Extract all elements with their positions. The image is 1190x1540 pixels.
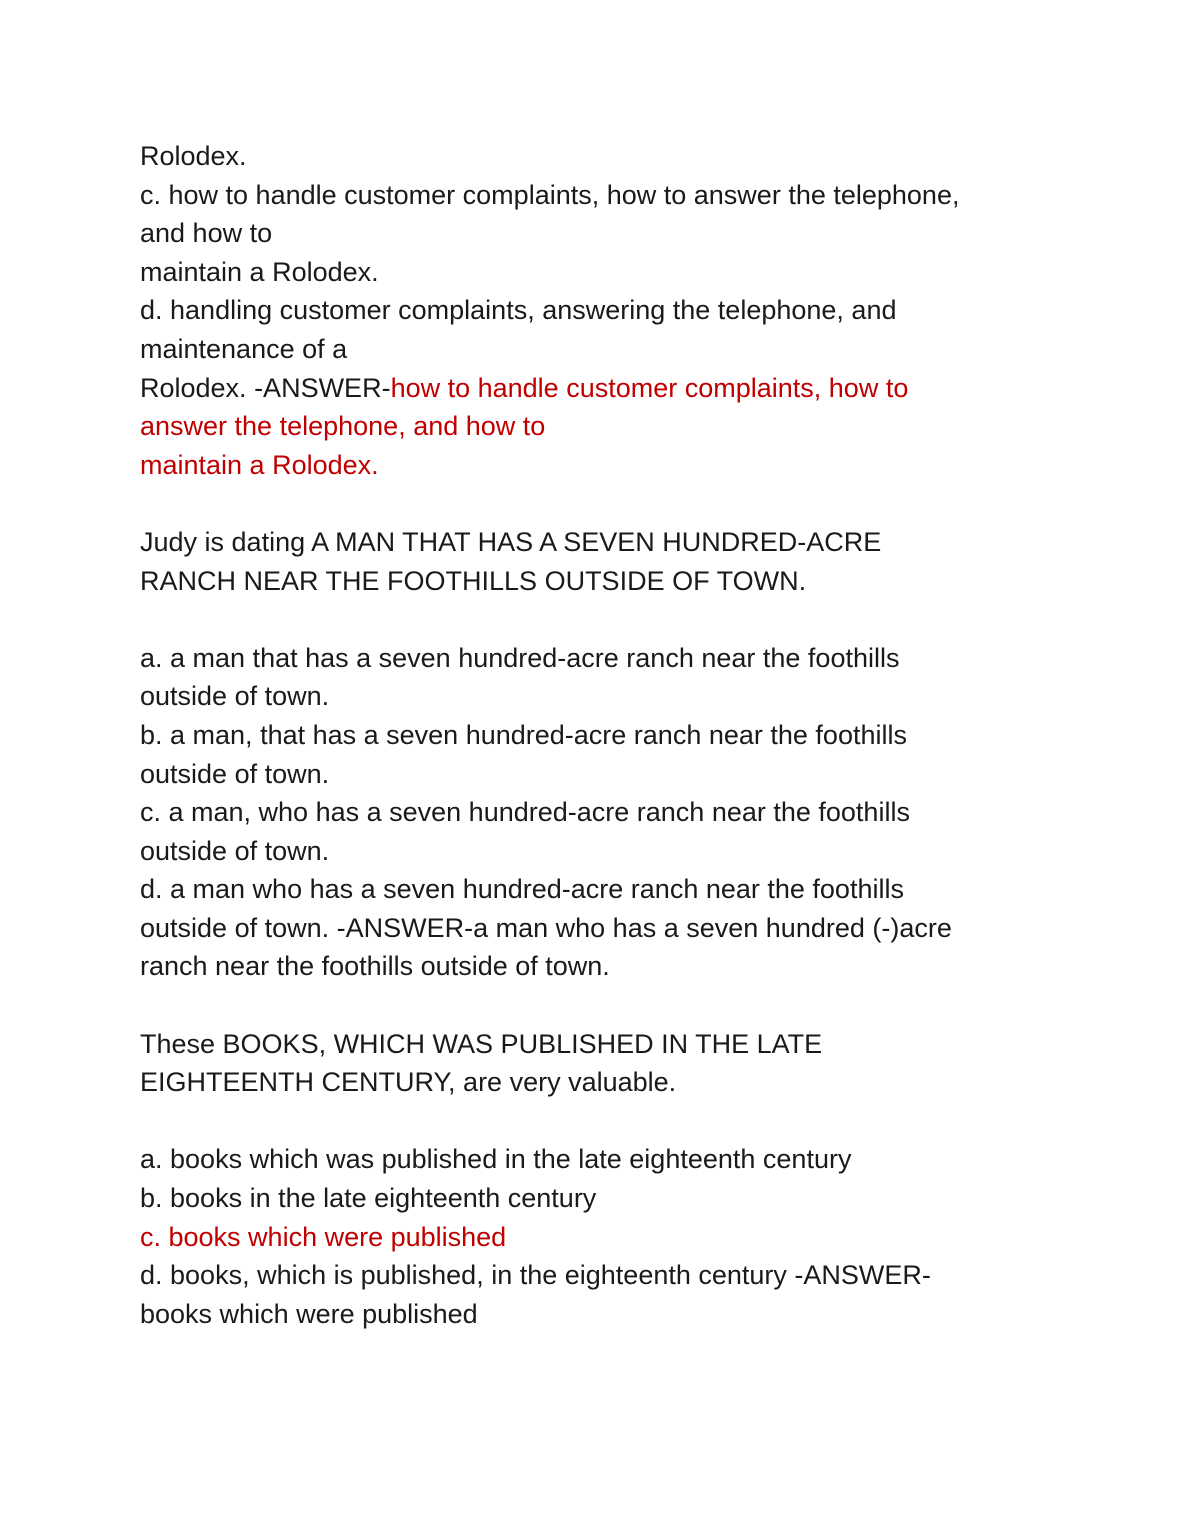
answer-text: how to handle customer complaints, how to (390, 372, 909, 403)
question-stem: These BOOKS, WHICH WAS PUBLISHED IN THE LATE (140, 1028, 823, 1059)
answer-line: books which were published (140, 1298, 478, 1329)
paragraph-gap (140, 484, 1040, 523)
paragraph-gap (140, 1102, 1040, 1141)
question-block-books (140, 1025, 1040, 1334)
option-a-line: outside of town. (140, 681, 330, 712)
option-b-line: b. a man, that has a seven hundred-acre ranch near the foothills (140, 719, 907, 750)
option-d-line: maintenance of a (140, 333, 348, 364)
answer-prefix: Rolodex. -ANSWER- (140, 372, 391, 403)
question-block-judy (140, 523, 1040, 986)
question-stem: Judy is dating A MAN THAT HAS A SEVEN HUNDRED-ACRE (140, 526, 882, 557)
question-stem: EIGHTEENTH CENTURY, are very valuable. (140, 1067, 677, 1098)
option-a-line: a. books which was published in the late eighteenth century (140, 1144, 852, 1175)
option-d-line: d. handling customer complaints, answering the telephone, and (140, 295, 897, 326)
document-page (140, 137, 1040, 1333)
option-d-line: d. a man who has a seven hundred-acre ranch near the foothills (140, 874, 904, 905)
option-c-line-highlighted: c. books which were published (140, 1221, 507, 1252)
option-b-line: b. books in the late eighteenth century (140, 1183, 597, 1214)
answer-line (140, 369, 1040, 408)
option-d-line: d. books, which is published, in the eighteenth century -ANSWER- (140, 1260, 931, 1291)
option-a-line: a. a man that has a seven hundred-acre ranch near the foothills (140, 642, 900, 673)
answer-line: outside of town. -ANSWER-a man who has a seven hundred (-)acre (140, 912, 952, 943)
paragraph-gap (140, 986, 1040, 1025)
paragraph-gap (140, 600, 1040, 639)
option-b-line: outside of town. (140, 758, 330, 789)
option-c-line: c. how to handle customer complaints, how to answer the telephone, (140, 179, 960, 210)
option-c-line: maintain a Rolodex. (140, 256, 379, 287)
option-c-line: and how to (140, 218, 273, 249)
answer-text: maintain a Rolodex. (140, 449, 379, 480)
answer-line: ranch near the foothills outside of town. (140, 951, 610, 982)
answer-text: answer the telephone, and how to (140, 411, 546, 442)
option-c-line: outside of town. (140, 835, 330, 866)
question-block-prev (140, 137, 1040, 484)
option-c-line: c. a man, who has a seven hundred-acre ranch near the foothills (140, 797, 910, 828)
question-stem: RANCH NEAR THE FOOTHILLS OUTSIDE OF TOWN. (140, 565, 807, 596)
text-line: Rolodex. (140, 141, 247, 171)
